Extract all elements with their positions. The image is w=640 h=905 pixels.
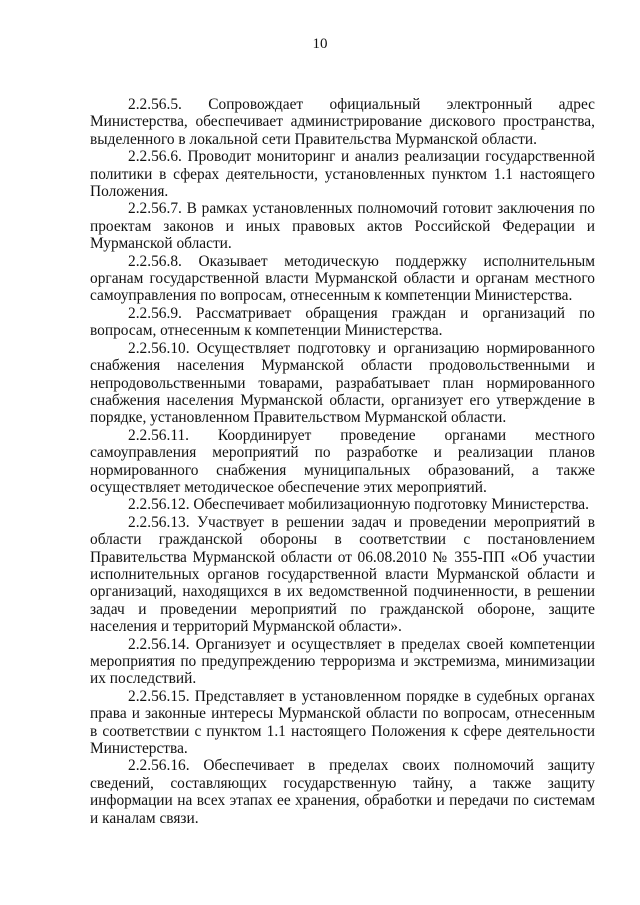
paragraph-2-2-56-13: 2.2.56.13. Участвует в решении задач и проведении мероприятий в области гражданской обороны в соответствии с постановлением Правительства Мурманской области от 06.08.2010 № 355-ПП «Об участии исполнительных органов государственной власти Мурманской области и организаций, находящихся в их ведомственной подчиненности, в решении задач и проведении мероприятий по гражданской обороне, защите населения и территорий Мурманской области». — [90, 513, 595, 636]
paragraph-2-2-56-11: 2.2.56.11. Координирует проведение органами местного самоуправления мероприятий по разработке и реализации планов нормированного снабжения муниципальных образований, а также осуществляет методическое обеспечение этих мероприятий. — [90, 426, 595, 496]
paragraph-2-2-56-15: 2.2.56.15. Представляет в установленном порядке в судебных органах права и законные интересы Мурманской области по вопросам, отнесенным в соответствии с пунктом 1.1 настоящего Положения к сфере деятельности Министерства. — [90, 687, 595, 758]
paragraph-2-2-56-8: 2.2.56.8. Оказывает методическую поддержку исполнительным органам государственной власти Мурманской области и органам местного самоуправления по вопросам, отнесенным к компетенции Министерства. — [90, 252, 595, 305]
paragraph-2-2-56-5: 2.2.56.5. Сопровождает официальный электронный адрес Министерства, обеспечивает администрирование дискового пространства, выделенного в локальной сети Правительства Мурманской области. — [90, 96, 595, 148]
paragraph-2-2-56-9: 2.2.56.9. Рассматривает обращения граждан и организаций по вопросам, отнесенным к компетенции Министерства. — [90, 304, 595, 340]
paragraph-2-2-56-10: 2.2.56.10. Осуществляет подготовку и организацию нормированного снабжения населения Мурманской области продовольственными и непродовольственными товарами, разрабатывает план нормированного снабжения населения Мурманской области, организует его утверждение в порядке, установленном Правительством Мурманской области. — [90, 339, 595, 427]
document-body — [90, 96, 595, 827]
paragraph-2-2-56-16: 2.2.56.16. Обеспечивает в пределах своих полномочий защиту сведений, составляющих государственную тайну, а также защиту информации на всех этапах ее хранения, обработки и передачи по системам и каналам связи. — [90, 757, 595, 827]
paragraph-2-2-56-6: 2.2.56.6. Проводит мониторинг и анализ реализации государственной политики в сферах деятельности, установленных пунктом 1.1 настоящего Положения. — [90, 148, 595, 201]
page-number: 10 — [312, 36, 328, 52]
paragraph-2-2-56-7: 2.2.56.7. В рамках установленных полномочий готовит заключения по проектам законов и иных правовых актов Российской Федерации и Мурманской области. — [90, 200, 595, 253]
paragraph-2-2-56-14: 2.2.56.14. Организует и осуществляет в пределах своей компетенции мероприятия по предупреждению терроризма и экстремизма, минимизации их последствий. — [90, 635, 595, 688]
paragraph-2-2-56-12: 2.2.56.12. Обеспечивает мобилизационную подготовку Министерства. — [128, 496, 589, 514]
